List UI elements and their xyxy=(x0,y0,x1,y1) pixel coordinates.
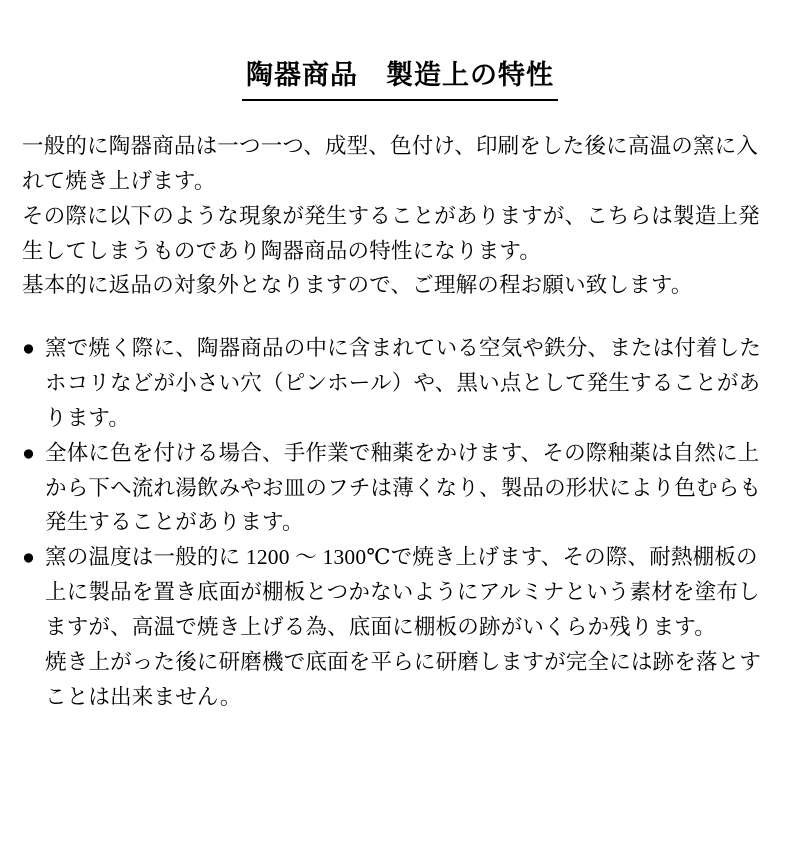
list-item-text: 窯の温度は一般的に 1200 ～ 1300℃で焼き上げます、その際、耐熱棚板の上に製品を置き底面が棚板とつかないようにアルミナという素材を塗布しますが、高温で焼き上げる為、底面に棚板の跡がいくらか残ります。 xyxy=(45,545,760,639)
bullet-marker-icon: ● xyxy=(22,440,36,465)
bullet-marker-icon: ● xyxy=(22,336,36,361)
intro-paragraph-1: 一般的に陶器商品は一つ一つ、成型、色付け、印刷をした後に高温の窯に入れて焼き上げます。 xyxy=(22,134,759,193)
intro-paragraph-3: 基本的に返品の対象外となりますので、ご理解の程お願い致します。 xyxy=(22,273,693,298)
list-item xyxy=(22,540,778,644)
page-title: 陶器商品 製造上の特性 xyxy=(242,58,558,101)
intro-paragraph-2: その際に以下のような現象が発生することがありますが、こちらは製造上発生してしまうものであり陶器商品の特性になります。 xyxy=(22,203,760,263)
list-item-text: 窯で焼く際に、陶器商品の中に含まれている空気や鉄分、または付着したホコリなどが小さい穴（ピンホール）や、黒い点として発生することがあります。 xyxy=(45,336,762,430)
closing-note: 焼き上がった後に研磨機で底面を平らに研磨しますが完全には跡を落とすことは出来ません。 xyxy=(45,649,762,709)
list-item xyxy=(22,436,778,540)
bullet-marker-icon: ● xyxy=(22,545,36,570)
characteristics-list xyxy=(22,331,778,714)
list-item xyxy=(22,331,778,435)
list-item-text: 全体に色を付ける場合、手作業で釉薬をかけます、その際釉薬は自然に上から下へ流れ湯飲みやお皿のフチは薄くなり、製品の形状により色むらも発生することがあります。 xyxy=(45,440,762,535)
document-page xyxy=(0,58,800,858)
intro-section xyxy=(22,129,778,303)
page-title-container xyxy=(0,58,800,101)
